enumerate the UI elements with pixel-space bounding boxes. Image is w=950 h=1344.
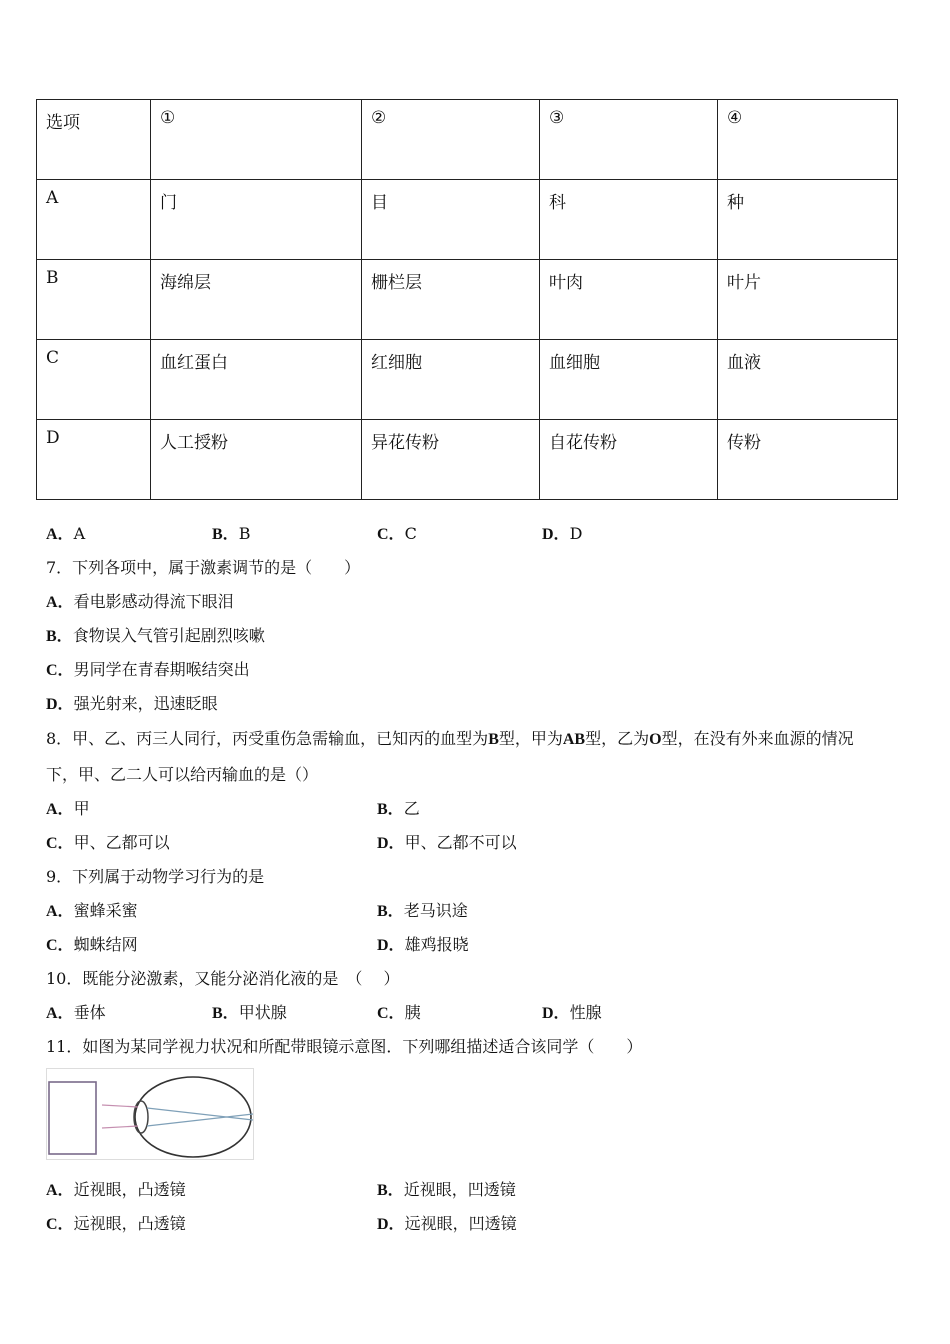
crystalline-lens-shape — [134, 1101, 148, 1133]
q11-stem: 11．如图为某同学视力状况和所配带眼镜示意图．下列哪组描述适合该同学（ ） — [46, 1037, 643, 1056]
q7-option-c[interactable]: C．男同学在青春期喉结突出 — [46, 660, 250, 679]
eyeball-shape — [135, 1077, 251, 1157]
q7-option-d[interactable]: D．强光射来，迅速眨眼 — [46, 694, 218, 713]
q9-option-a[interactable]: A．蜜蜂采蜜 — [46, 901, 138, 920]
q8-option-a[interactable]: A．甲 — [46, 799, 90, 818]
q11-option-b[interactable]: B．近视眼，凹透镜 — [377, 1180, 516, 1199]
q8-option-b[interactable]: B．乙 — [377, 799, 420, 818]
table-cell: 叶肉 — [540, 260, 718, 340]
q11-option-c[interactable]: C．远视眼，凸透镜 — [46, 1214, 186, 1233]
q7-option-b[interactable]: B．食物误入气管引起剧烈咳嗽 — [46, 626, 265, 645]
table-cell: C — [37, 340, 151, 420]
q9-stem: 9．下列属于动物学习行为的是 — [46, 867, 265, 886]
q8-option-c[interactable]: C．甲、乙都可以 — [46, 833, 170, 852]
table-cell: 血液 — [718, 340, 898, 420]
table-cell: 自花传粉 — [540, 420, 718, 500]
eye-lens-diagram-svg — [46, 1068, 254, 1160]
table-cell: D — [37, 420, 151, 500]
table-cell: 红细胞 — [362, 340, 540, 420]
table-header-cell: 选项 — [37, 100, 151, 180]
refracted-ray-bottom — [147, 1114, 253, 1126]
table-header-cell: ④ — [718, 100, 898, 180]
table-cell: 种 — [718, 180, 898, 260]
q10-stem: 10．既能分泌激素，又能分泌消化液的是 （ ） — [46, 969, 400, 988]
refracted-ray-top — [147, 1108, 253, 1120]
table-cell: 传粉 — [718, 420, 898, 500]
light-ray-top — [102, 1105, 138, 1107]
table-header-cell: ② — [362, 100, 540, 180]
table-cell: 门 — [151, 180, 362, 260]
q9-option-c[interactable]: C．蜘蛛结网 — [46, 935, 138, 954]
table-header-cell: ① — [151, 100, 362, 180]
table-cell: 血细胞 — [540, 340, 718, 420]
table-row — [37, 340, 898, 420]
q6-option-c[interactable]: C．C — [377, 524, 417, 543]
table-row — [37, 420, 898, 500]
q10-option-a[interactable]: A．垂体 — [46, 1003, 106, 1022]
table-row — [37, 180, 898, 260]
q6-option-a[interactable]: A．A — [46, 524, 86, 543]
options-table — [36, 99, 898, 500]
q9-option-d[interactable]: D．雄鸡报晓 — [377, 935, 469, 954]
q6-option-b[interactable]: B．B — [212, 524, 251, 543]
q8-stem-line2: 下，甲、乙二人可以给丙输血的是（） — [46, 765, 319, 784]
table-cell: 异花传粉 — [362, 420, 540, 500]
table-cell: 海绵层 — [151, 260, 362, 340]
table-header-row — [37, 100, 898, 180]
table-cell: 目 — [362, 180, 540, 260]
table-cell: A — [37, 180, 151, 260]
q10-option-b[interactable]: B．甲状腺 — [212, 1003, 287, 1022]
table-cell: 栅栏层 — [362, 260, 540, 340]
table-cell: 血红蛋白 — [151, 340, 362, 420]
q9-option-b[interactable]: B．老马识途 — [377, 901, 468, 920]
q10-option-c[interactable]: C．胰 — [377, 1003, 421, 1022]
q11-option-a[interactable]: A．近视眼，凸透镜 — [46, 1180, 186, 1199]
q8-option-d[interactable]: D．甲、乙都不可以 — [377, 833, 517, 852]
q11-option-d[interactable]: D．远视眼，凹透镜 — [377, 1214, 517, 1233]
glasses-lens-shape — [49, 1082, 96, 1154]
light-ray-bottom — [102, 1126, 138, 1128]
q6-option-d[interactable]: D．D — [542, 524, 583, 543]
table-cell: 叶片 — [718, 260, 898, 340]
q7-stem: 7．下列各项中，属于激素调节的是（ ） — [46, 558, 361, 577]
q8-stem: 8．甲、乙、丙三人同行，丙受重伤急需输血，已知丙的血型为B型，甲为AB型，乙为O型，在没有外来血源的情况 — [46, 729, 854, 748]
q10-option-d[interactable]: D．性腺 — [542, 1003, 602, 1022]
table-cell: 科 — [540, 180, 718, 260]
table-row — [37, 260, 898, 340]
table-header-cell: ③ — [540, 100, 718, 180]
table-cell: B — [37, 260, 151, 340]
q7-option-a[interactable]: A．看电影感动得流下眼泪 — [46, 592, 234, 611]
eye-lens-diagram — [46, 1068, 254, 1160]
table-cell: 人工授粉 — [151, 420, 362, 500]
